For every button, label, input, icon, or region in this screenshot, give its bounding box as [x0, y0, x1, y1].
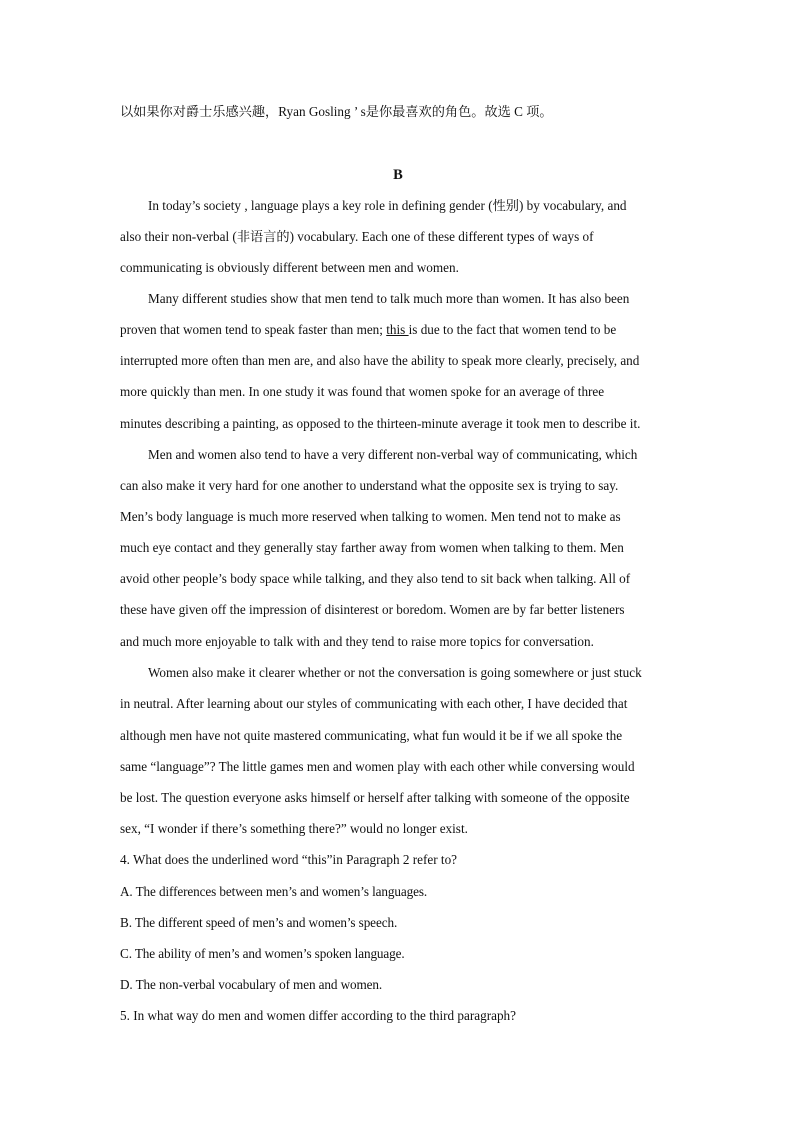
paragraph-line: Men’s body language is much more reserved when talking to women. Men tend not to make as: [120, 509, 621, 524]
paragraph-line: be lost. The question everyone asks himself or herself after talking with someone of the opposite: [120, 790, 630, 805]
option-b: B. The different speed of men’s and women’s speech.: [120, 915, 398, 930]
option-a: A. The differences between men’s and women’s languages.: [120, 884, 428, 899]
question-stem: 4. What does the underlined word “this”in Paragraph 2 refer to?: [120, 852, 458, 867]
section-heading: B: [393, 167, 403, 183]
paragraph-line: sex, “I wonder if there’s something there?” would no longer exist.: [120, 821, 468, 836]
paragraph-line: same “language”? The little games men and women play with each other while conversing would: [120, 759, 635, 774]
paragraph-line: communicating is obviously different between men and women.: [120, 260, 459, 275]
paragraph-line-with-underline: [120, 321, 616, 339]
paragraph-line: Many different studies show that men tend to talk much more than women. It has also been: [148, 291, 630, 306]
paragraph-line: In today’s society , language plays a key role in defining gender (性别) by vocabulary, and: [148, 198, 627, 213]
paragraph-line: can also make it very hard for one another to understand what the opposite sex is trying to say.: [120, 478, 619, 493]
paragraph-line: much eye contact and they generally stay farther away from women when talking to them. Men: [120, 540, 624, 555]
paragraph-line: Women also make it clearer whether or not the conversation is going somewhere or just stuck: [148, 665, 642, 680]
paragraph-line: more quickly than men. In one study it was found that women spoke for an average of three: [120, 384, 605, 399]
paragraph-line: Men and women also tend to have a very different non-verbal way of communicating, which: [148, 447, 638, 462]
paragraph-line: these have given off the impression of disinterest or boredom. Women are by far better listeners: [120, 602, 625, 617]
paragraph-line: and much more enjoyable to talk with and they tend to raise more topics for conversation.: [120, 634, 594, 649]
paragraph-line: avoid other people’s body space while talking, and they also tend to sit back when talking. All of: [120, 571, 631, 586]
text-segment: is due to the fact that women tend to be: [408, 322, 617, 337]
paragraph-line: in neutral. After learning about our styles of communicating with each other, I have decided that: [120, 696, 628, 711]
text-segment: proven that women tend to speak faster than men;: [120, 322, 387, 337]
intro-line: 以如果你对爵士乐感兴趣，Ryan Gosling ’ s是你最喜欢的角色。故选 C 项。: [120, 104, 553, 119]
question-stem: 5. In what way do men and women differ according to the third paragraph?: [120, 1008, 516, 1023]
paragraph-line: also their non-verbal (非语言的) vocabulary. Each one of these different types of ways of: [120, 229, 594, 244]
underlined-word-this: this: [386, 322, 409, 337]
paragraph-line: although men have not quite mastered communicating, what fun would it be if we all spoke the: [120, 728, 623, 743]
paragraph-line: minutes describing a painting, as opposed to the thirteen-minute average it took men to describe it.: [120, 416, 641, 431]
option-d: D. The non-verbal vocabulary of men and women.: [120, 977, 383, 992]
option-c: C. The ability of men’s and women’s spoken language.: [120, 946, 405, 961]
paragraph-line: interrupted more often than men are, and also have the ability to speak more clearly, precisely, and: [120, 353, 640, 368]
